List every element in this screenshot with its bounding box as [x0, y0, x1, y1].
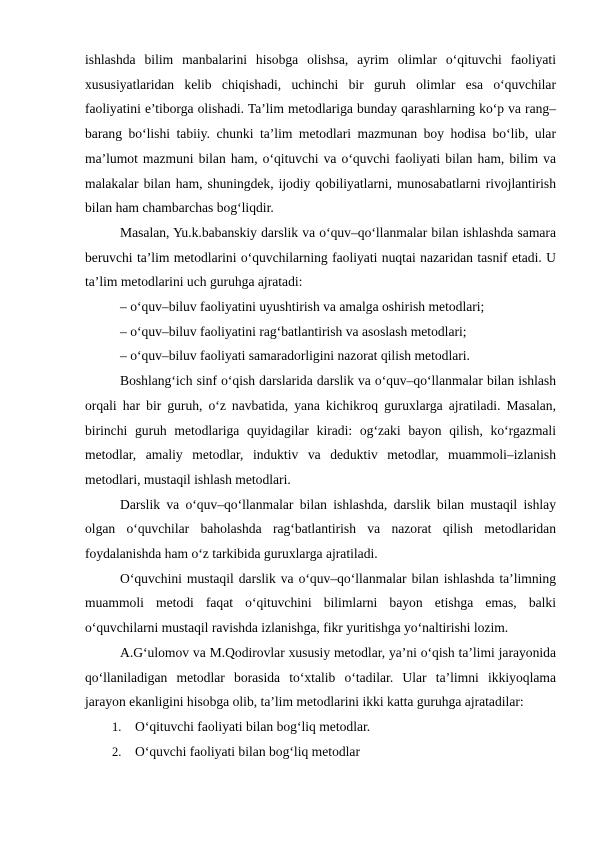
dash-list-item-3: – o‘quv–biluv faoliyati samaradorligini nazorat qilish metodlari. — [120, 348, 470, 364]
dash-list-item-2: – o‘quv–biluv faoliyatini rag‘batlantirish va asoslash metodlari; — [120, 323, 467, 339]
paragraph-3: Boshlang‘ich sinf o‘qish darslarida darslik va o‘quv–qo‘llanmalar bilan ishlash orqali har bir guruh, o‘z navbatida, yana kichikroq guruxlarga ajratiladi. Masalan, birinchi guruh metodlariga quyidagilar kiradi: og‘zaki bayon qilish, ko‘rgazmali metodlar, amaliy metodlar, induktiv va deduktiv metodlar, muammoli–izlanish metodlari, mustaqil ishlash metodlari. — [85, 373, 556, 487]
list-number: 2. — [112, 744, 122, 759]
paragraph-2: Masalan, Yu.k.babanskiy darslik va o‘quv–qo‘llanmalar bilan ishlashda samara beruvchi ta’lim metodlarini o‘quvchilarning faoliyati nuqtai nazaridan tasnif etadi. U ta’lim metodlarini uch guruhga ajratadi: — [85, 224, 556, 290]
list-number: 1. — [112, 719, 122, 734]
paragraph-6: A.G‘ulomov va M.Qodirovlar xususiy metodlar, ya’ni o‘qish ta’limi jarayonida qo‘llaniladigan metodlar borasida to‘xtalib o‘tadilar. Ular ta’limni ikkiyoqlama jarayon ekanligini hisobga olib, ta’lim metodlarini ikki katta guruhga ajratadilar: — [85, 644, 556, 710]
document-page — [85, 48, 556, 764]
list-text: O‘quvchi faoliyati bilan bog‘liq metodlar — [135, 743, 360, 759]
paragraph-1: ishlashda bilim manbalarini hisobga olishsa, ayrim olimlar o‘qituvchi faoliyati xususiyatlaridan kelib chiqishadi, uchinchi bir guruh olimlar esa o‘quvchilar faoliyatini e’tiborga olishadi. Ta’lim metodlariga bunday qarashlarning ko‘p va rang–barang bo‘lishi tabiiy. chunki ta’lim metodlari mazmunan boy hodisa bo‘lib, ular ma’lumot mazmuni bilan ham, o‘qituvchi va o‘quvchi faoliyati bilan ham, bilim va malakalar bilan ham, shuningdek, ijodiy qobiliyatlarni, munosabatlarni rivojlantirish bilan ham chambarchas bog‘liqdir. — [85, 52, 556, 216]
numbered-list-item-2 — [85, 740, 556, 765]
list-text: O‘qituvchi faoliyati bilan bog‘liq metodlar. — [135, 718, 371, 734]
dash-list-item-1: – o‘quv–biluv faoliyatini uyushtirish va amalga oshirish metodlari; — [120, 299, 485, 315]
paragraph-4: Darslik va o‘quv–qo‘llanmalar bilan ishlashda, darslik bilan mustaqil ishlay olgan o‘quvchilar baholashda rag‘batlantirish va nazorat qilish metodlaridan foydalanishda ham o‘z tarkibida guruxlarga ajratiladi. — [85, 496, 556, 562]
paragraph-5: O‘quvchini mustaqil darslik va o‘quv–qo‘llanmalar bilan ishlashda ta’limning muammoli metodi faqat o‘qituvchini bilimlarni bayon etishga emas, balki o‘quvchilarni mustaqil ravishda izlanishga, fikr yuritishga yo‘naltirishi lozim. — [85, 570, 556, 636]
numbered-list-item-1 — [85, 715, 556, 740]
